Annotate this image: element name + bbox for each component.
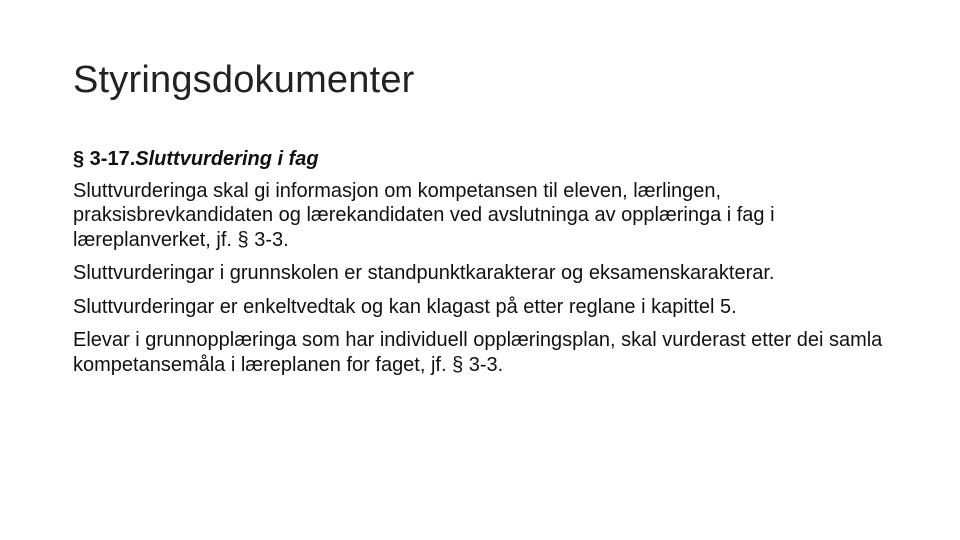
paragraph-4: Elevar i grunnopplæringa som har individuell opplæringsplan, skal vurderast etter dei samla kompetansemåla i læreplanen for faget, jf. § 3-3. <box>73 329 883 376</box>
section-title: Sluttvurdering i fag <box>135 148 319 170</box>
slide-body <box>73 147 893 386</box>
section-heading <box>73 147 893 172</box>
slide-title: Styringsdokumenter <box>73 59 415 101</box>
section-number: § 3-17. <box>73 148 136 170</box>
paragraph-2: Sluttvurderingar i grunnskolen er standpunktkarakterar og eksamenskarakterar. <box>73 262 775 284</box>
paragraph-1: Sluttvurderinga skal gi informasjon om kompetansen til eleven, lærlingen, praksisbrevkandidaten og lærekandidaten ved avslutninga av opplæringa i fag i læreplanverket, jf. § 3-3. <box>73 179 775 251</box>
paragraph-3: Sluttvurderingar er enkeltvedtak og kan klagast på etter reglane i kapittel 5. <box>73 295 737 318</box>
